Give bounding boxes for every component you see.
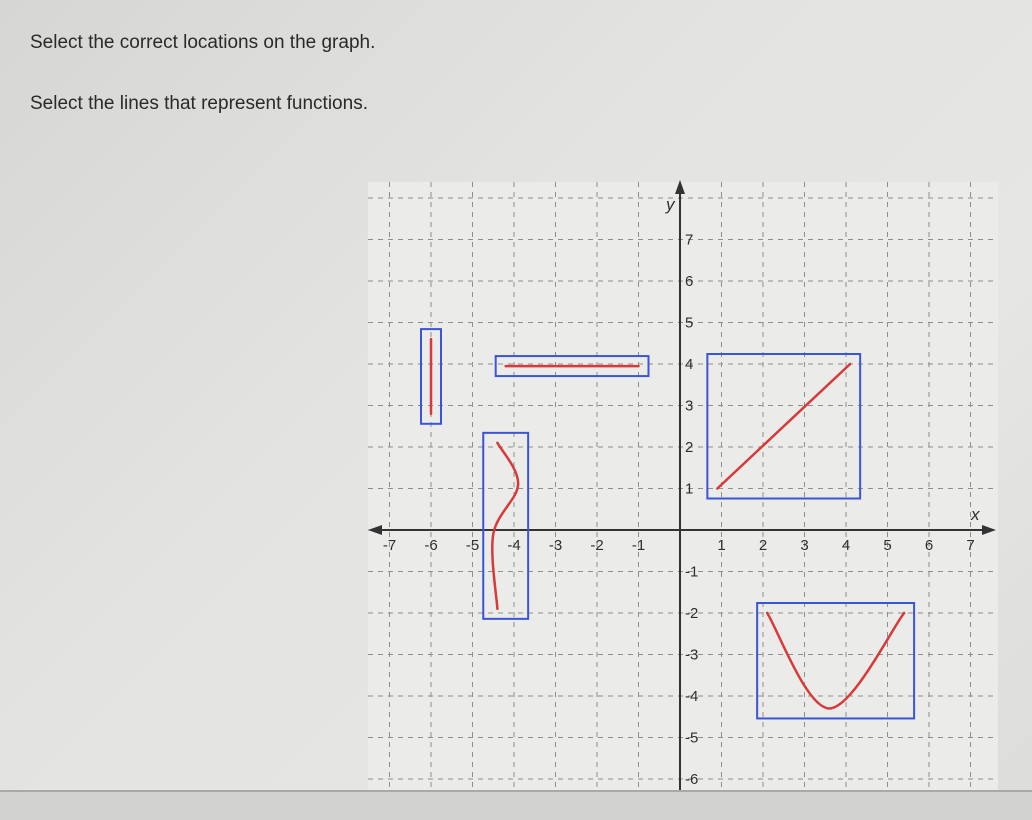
y-tick-label: -1 xyxy=(685,563,699,581)
y-tick-label: -3 xyxy=(685,646,699,664)
x-tick-label: 6 xyxy=(924,537,934,554)
y-tick-label: 4 xyxy=(685,356,694,373)
y-tick-label: -2 xyxy=(685,605,699,622)
y-tick-label: 5 xyxy=(685,314,694,332)
x-tick-label: 1 xyxy=(717,537,726,554)
x-tick-label: -1 xyxy=(631,537,646,554)
y-tick-label: 2 xyxy=(685,439,694,456)
x-tick-label: -5 xyxy=(465,537,480,554)
x-tick-label: 2 xyxy=(758,537,768,554)
selection-box xyxy=(483,433,528,619)
option-parabola[interactable] xyxy=(757,603,914,718)
option-diagonal-line[interactable] xyxy=(707,354,860,499)
x-tick-label: -2 xyxy=(590,537,604,554)
y-tick-label: -6 xyxy=(685,771,699,788)
option-horizontal-line[interactable] xyxy=(496,356,649,376)
y-tick-label: -4 xyxy=(685,688,699,705)
y-tick-label: 7 xyxy=(685,231,694,249)
bottom-bar xyxy=(0,790,1032,820)
x-tick-label: -6 xyxy=(424,537,438,554)
x-axis-label: x xyxy=(971,505,980,524)
y-tick-label: -5 xyxy=(685,729,699,747)
option-vertical-line[interactable] xyxy=(421,329,441,424)
selection-box xyxy=(757,603,914,718)
instruction-select-functions: Select the lines that represent functions. xyxy=(30,93,368,114)
x-tick-label: 7 xyxy=(966,537,975,554)
x-tick-label: 4 xyxy=(841,537,851,554)
y-axis-label: y xyxy=(666,195,675,214)
instruction-select-locations: Select the correct locations on the graph. xyxy=(30,32,376,53)
y-tick-label: 1 xyxy=(685,480,694,498)
x-tick-label: 5 xyxy=(883,537,892,554)
x-tick-label: 3 xyxy=(800,537,809,554)
y-tick-label: 3 xyxy=(685,397,694,415)
x-tick-label: -7 xyxy=(382,537,397,554)
y-tick-label: 6 xyxy=(685,273,694,290)
x-tick-label: -3 xyxy=(548,537,563,554)
option-sideways-s-curve[interactable] xyxy=(483,433,528,619)
